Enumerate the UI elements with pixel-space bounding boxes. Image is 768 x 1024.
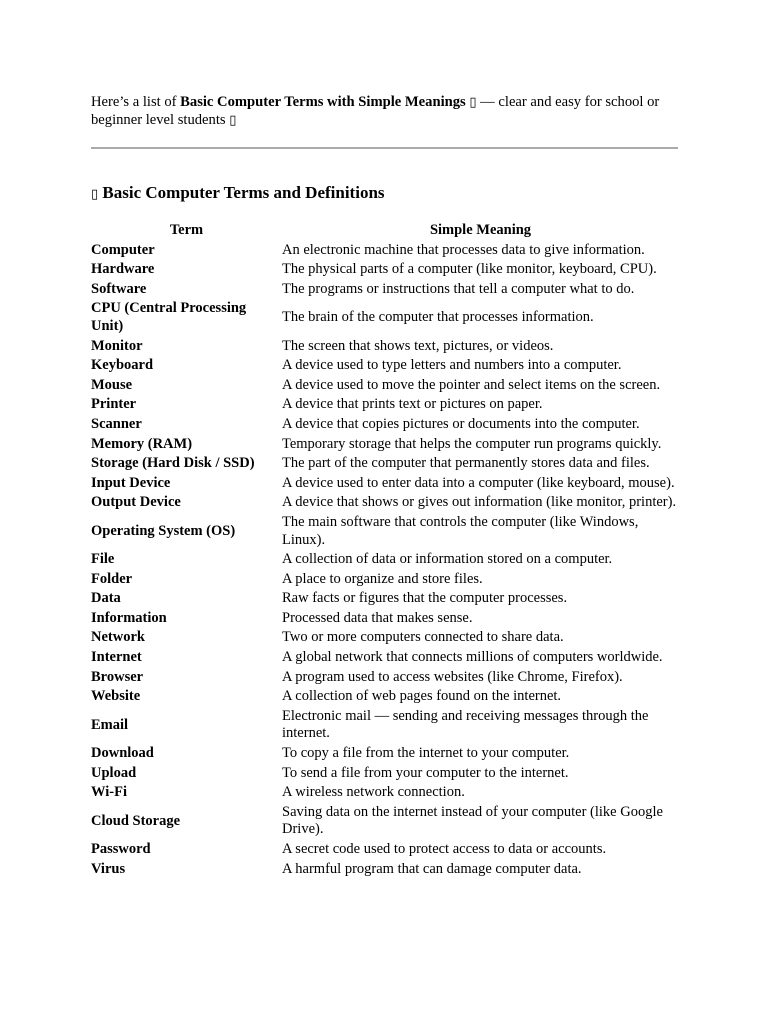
missing-glyph-icon: ▯ (229, 112, 237, 128)
meaning-cell: A secret code used to protect access to data or accounts. (282, 841, 607, 857)
table-row (91, 745, 679, 765)
meaning-cell: A device used to type letters and numbers into a computer. (282, 357, 622, 374)
meaning-cell: The main software that controls the computer (like Windows, Linux). (282, 513, 639, 548)
meaning-cell: A device that copies pictures or documents into the computer. (282, 415, 640, 432)
section-title: Basic Computer Terms and Definitions (102, 183, 385, 202)
intro-paragraph (91, 94, 681, 129)
term-cell: Monitor (91, 337, 143, 354)
term-cell: Computer (91, 241, 155, 258)
meaning-cell: An electronic machine that processes data to give information. (282, 241, 645, 258)
table-row (91, 688, 679, 708)
meaning-cell: Raw facts or figures that the computer processes. (282, 590, 568, 607)
missing-glyph-icon: ▯ (469, 95, 477, 110)
term-cell: Storage (Hard Disk / SSD) (91, 455, 255, 472)
meaning-cell: A wireless network connection. (282, 784, 465, 801)
term-cell: Upload (91, 764, 137, 781)
table-row (91, 708, 679, 745)
table-row (91, 261, 679, 281)
meaning-cell: A program used to access websites (like Chrome, Firefox). (282, 668, 623, 685)
column-header-term: Term (169, 222, 204, 238)
term-cell: Operating System (OS) (91, 522, 236, 539)
intro-mid-text: — clear and easy for school or beginner level students (91, 94, 660, 128)
term-cell: Information (91, 609, 167, 626)
term-cell: Memory (RAM) (91, 435, 193, 452)
table-header-row (91, 222, 679, 242)
meaning-cell: The part of the computer that permanently stores data and files. (282, 455, 650, 472)
meaning-cell: To send a file from your computer to the internet. (282, 764, 569, 781)
meaning-cell: Electronic mail — sending and receiving messages through the internet. (282, 707, 649, 742)
table-row (91, 514, 679, 551)
meaning-cell: A harmful program that can damage computer data. (282, 860, 582, 877)
term-cell: Cloud Storage (91, 812, 181, 829)
term-cell: Download (91, 745, 154, 762)
table-row (91, 242, 679, 262)
term-cell: Keyboard (91, 357, 154, 374)
table-row (91, 861, 679, 881)
term-cell: Wi-Fi (91, 784, 127, 801)
term-cell: Virus (91, 860, 126, 877)
term-cell: Browser (91, 668, 144, 685)
term-cell: Hardware (91, 261, 155, 278)
meaning-cell: Saving data on the internet instead of your computer (like Google Drive). (282, 803, 663, 838)
meaning-cell: To copy a file from the internet to your computer. (282, 745, 570, 762)
table-row (91, 377, 679, 397)
table-row (91, 590, 679, 610)
meaning-cell: A collection of data or information stored on a computer. (282, 551, 613, 568)
term-cell: Output Device (91, 494, 181, 511)
term-cell: Input Device (91, 474, 171, 491)
table-row (91, 784, 679, 804)
table-row (91, 436, 679, 456)
table-row (91, 300, 679, 337)
table-row (91, 804, 679, 841)
table-row (91, 338, 679, 358)
horizontal-divider (91, 147, 678, 149)
term-cell: File (91, 551, 115, 568)
meaning-cell: A device used to enter data into a computer (like keyboard, mouse). (282, 474, 675, 491)
table-row (91, 396, 679, 416)
term-cell: Printer (91, 396, 137, 413)
term-cell: Scanner (91, 415, 142, 432)
intro-lead-text: Here’s a list of (91, 94, 181, 110)
table-row (91, 416, 679, 436)
table-row (91, 610, 679, 630)
terms-table-body (91, 242, 679, 881)
meaning-cell: A global network that connects millions of computers worldwide. (282, 649, 663, 666)
term-cell: CPU (Central Processing Unit) (91, 300, 247, 334)
meaning-cell: The brain of the computer that processes information. (282, 309, 594, 326)
term-cell: Software (91, 280, 147, 297)
term-cell: Network (91, 629, 145, 646)
term-cell: Folder (91, 570, 133, 587)
table-row (91, 571, 679, 591)
term-cell: Mouse (91, 376, 133, 393)
meaning-cell: A device that prints text or pictures on paper. (282, 396, 543, 413)
section-heading (91, 183, 385, 205)
table-row (91, 841, 679, 861)
meaning-cell: A device used to move the pointer and select items on the screen. (282, 376, 661, 393)
meaning-cell: A place to organize and store files. (282, 570, 483, 587)
table-row (91, 629, 679, 649)
term-cell: Data (91, 590, 121, 607)
meaning-cell: The programs or instructions that tell a computer what to do. (282, 280, 635, 297)
term-cell: Email (91, 716, 129, 733)
table-row (91, 765, 679, 785)
table-row (91, 494, 679, 514)
meaning-cell: A collection of web pages found on the internet. (282, 688, 562, 705)
term-cell: Website (91, 688, 141, 705)
term-cell: Password (91, 841, 151, 857)
term-cell: Internet (91, 649, 142, 666)
table-row (91, 475, 679, 495)
intro-bold-text: Basic Computer Terms with Simple Meanings (180, 94, 466, 110)
table-row (91, 649, 679, 669)
meaning-cell: Processed data that makes sense. (282, 609, 473, 626)
meaning-cell: The physical parts of a computer (like monitor, keyboard, CPU). (282, 261, 657, 278)
meaning-cell: Two or more computers connected to share data. (282, 629, 564, 646)
terms-table (91, 222, 679, 880)
column-header-meaning: Simple Meaning (429, 222, 532, 238)
meaning-cell: A device that shows or gives out information (like monitor, printer). (282, 494, 677, 511)
meaning-cell: The screen that shows text, pictures, or videos. (282, 337, 554, 354)
table-row (91, 357, 679, 377)
table-row (91, 669, 679, 689)
table-row (91, 455, 679, 475)
table-row (91, 551, 679, 571)
missing-glyph-icon: ▯ (91, 187, 99, 202)
meaning-cell: Temporary storage that helps the computer run programs quickly. (282, 435, 662, 452)
table-row (91, 281, 679, 301)
